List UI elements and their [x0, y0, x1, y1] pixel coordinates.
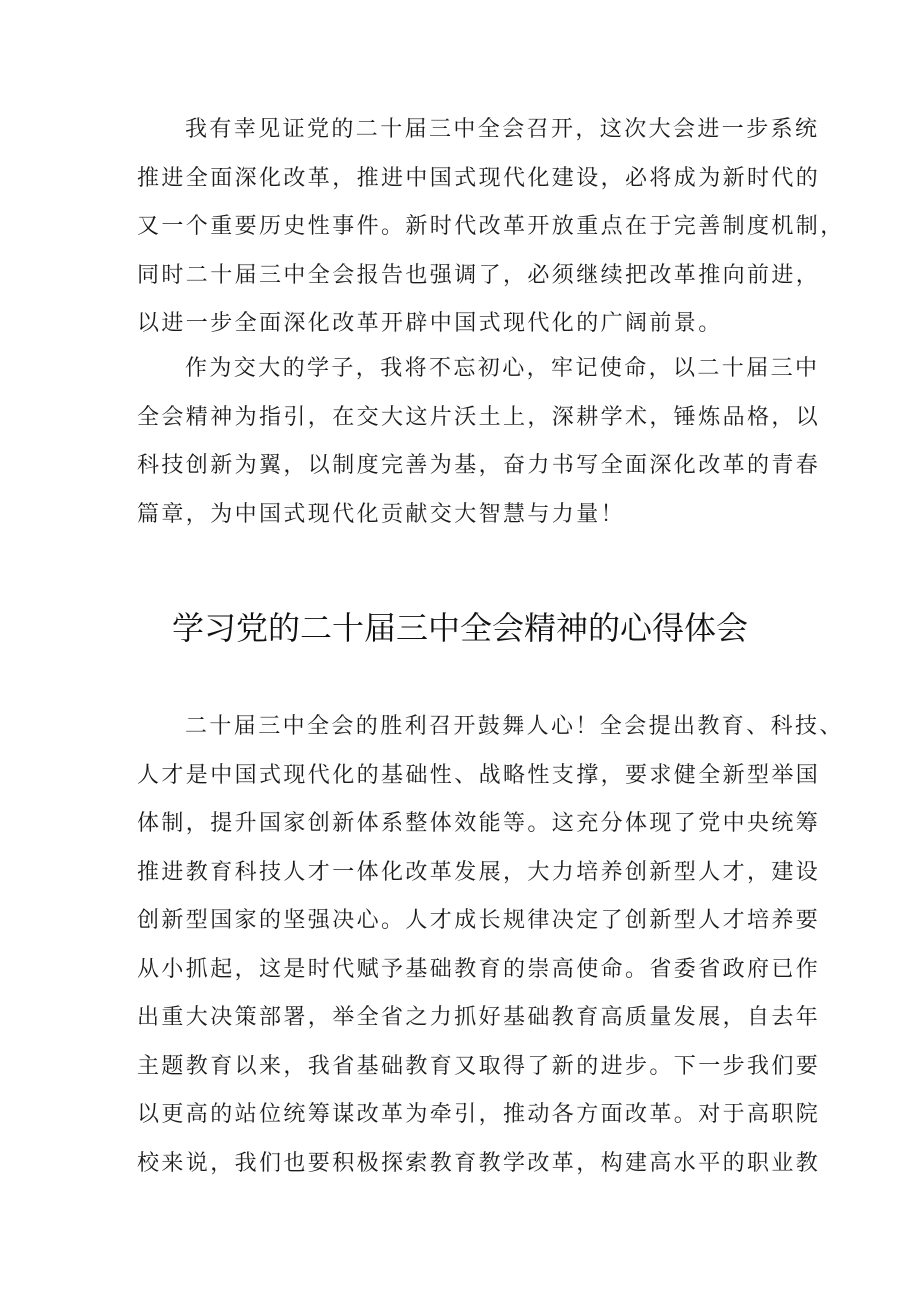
text-line: 我有幸见证党的二十届三中全会召开，这次大会进一步系统: [185, 117, 820, 142]
section-title: 学习党的二十届三中全会精神的心得体会: [171, 609, 748, 647]
text-line: 篇章，为中国式现代化贡献交大智慧与力量！: [137, 501, 626, 527]
text-line: 二十届三中全会的胜利召开鼓舞人心！全会提出教育、科技、: [185, 714, 844, 739]
text-line: 体制，提升国家创新体系整体效能等。这充分体现了党中央统筹: [137, 811, 821, 836]
text-line: 同时二十届三中全会报告也强调了，必须继续把改革推向前进，: [137, 262, 821, 288]
paragraph-1: [137, 106, 845, 349]
text-line: 又一个重要历史性事件。新时代改革开放重点在于完善制度机制，: [137, 214, 845, 239]
text-line: 创新型国家的坚强决心。人才成长规律决定了创新型人才培养要: [137, 908, 821, 933]
text-line: 以更高的站位统筹谋改革为牵引，推动各方面改革。对于高职院: [137, 1102, 821, 1127]
text-line: 全会精神为指引，在交大这片沃土上，深耕学术，锤炼品格，以: [137, 404, 821, 430]
text-line: 推进教育科技人才一体化改革发展，大力培养创新型人才，建设: [137, 859, 821, 885]
paragraph-2: [137, 345, 821, 539]
text-line: 出重大决策部署，举全省之力抓好基础教育高质量发展，自去年: [137, 1005, 821, 1030]
text-line: 科技创新为翼，以制度完善为基，奋力书写全面深化改革的青春: [137, 453, 821, 478]
text-line: 推进全面深化改革，推进中国式现代化建设，必将成为新时代的: [137, 165, 821, 191]
text-line: 主题教育以来，我省基础教育又取得了新的进步。下一步我们要: [137, 1053, 821, 1079]
text-line: 以进一步全面深化改革开辟中国式现代化的广阔前景。: [137, 311, 723, 336]
paragraph-3: [137, 703, 844, 1188]
text-line: 校来说，我们也要积极探索教育教学改革，构建高水平的职业教: [137, 1150, 821, 1176]
text-line: 人才是中国式现代化的基础性、战略性支撑，要求健全新型举国: [137, 762, 821, 788]
text-line: 作为交大的学子，我将不忘初心，牢记使命，以二十届三中: [185, 356, 820, 381]
text-line: 从小抓起，这是时代赋予基础教育的崇高使命。省委省政府已作: [137, 956, 821, 982]
